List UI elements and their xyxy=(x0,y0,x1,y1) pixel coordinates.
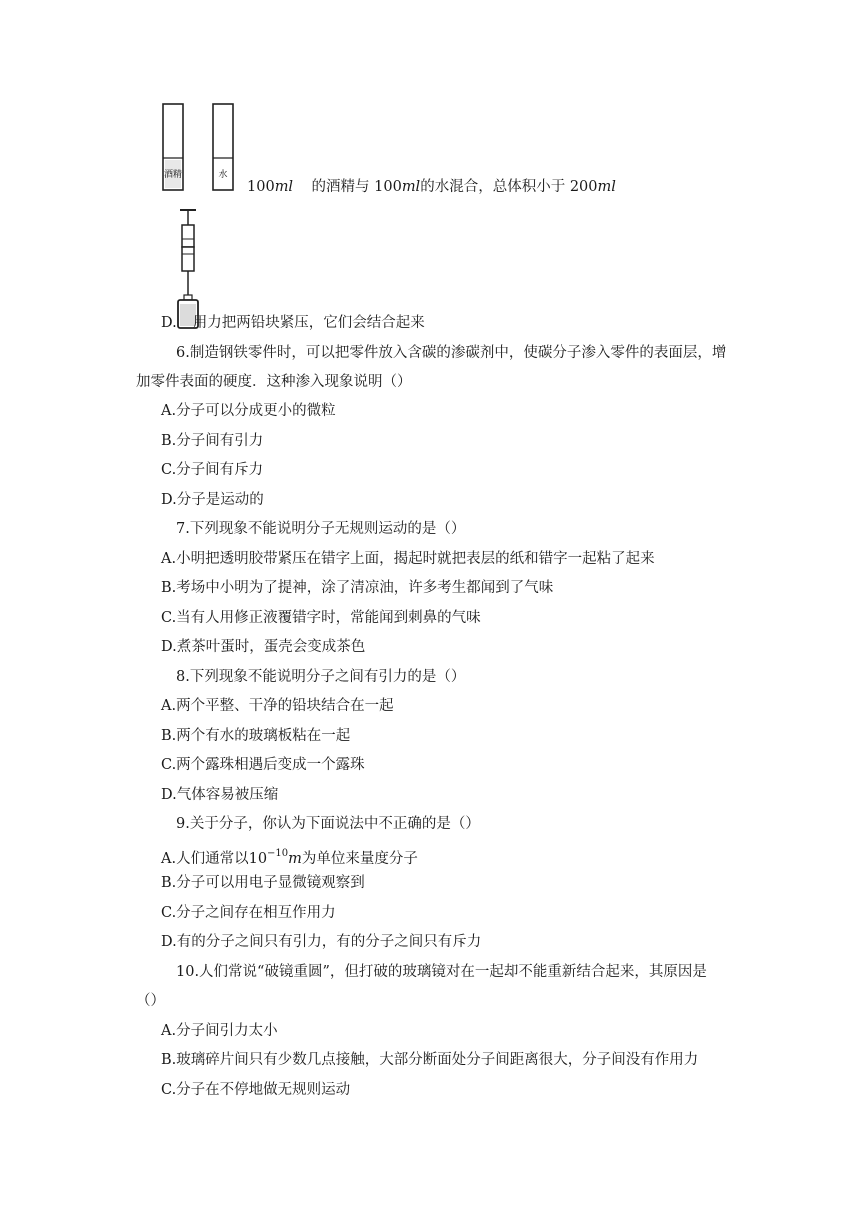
q7-option-b: B.考场中小明为了提神，涂了清凉油，许多考生都闻到了气味 xyxy=(161,580,554,596)
q6-option-d: D.分子是运动的 xyxy=(161,492,264,508)
q7-stem: 7.下列现象不能说明分子无规则运动的是（） xyxy=(176,521,466,537)
q10-stem: 10.人们常说“破镜重圆”，但打破的玻璃镜对在一起却不能重新结合起来，其原因是 xyxy=(176,964,707,980)
water-label: 水 xyxy=(218,170,228,180)
q9-option-a: A.人们通常以$10^{-10}m$为单位来量度分子 xyxy=(161,848,418,867)
q8-stem: 8.下列现象不能说明分子之间有引力的是（） xyxy=(176,669,466,685)
q9-option-c: C.分子之间存在相互作用力 xyxy=(161,905,336,921)
q7-option-d: D.煮茶叶蛋时，蛋壳会变成茶色 xyxy=(161,639,366,655)
q6-option-b: B.分子间有引力 xyxy=(161,433,264,449)
q8-option-a: A.两个平整、干净的铅块结合在一起 xyxy=(161,698,394,714)
q8-option-d: D.气体容易被压缩 xyxy=(161,787,279,803)
q9-option-b: B.分子可以用电子显微镜观察到 xyxy=(161,875,365,891)
alcohol-label: 酒精 xyxy=(163,170,183,180)
q6-option-c: C.分子间有斥力 xyxy=(161,462,264,478)
cylinder-caption: 100ml 的酒精与 100ml的水混合，总体积小于 200ml xyxy=(247,179,616,195)
q9-option-d: D.有的分子之间只有引力，有的分子之间只有斥力 xyxy=(161,934,482,950)
alcohol-cylinder xyxy=(163,104,183,190)
q7-option-a: A.小明把透明胶带紧压在错字上面，揭起时就把表层的纸和错字一起粘了起来 xyxy=(161,551,655,567)
q10-option-c: C.分子在不停地做无规则运动 xyxy=(161,1082,351,1098)
cylinders-figure xyxy=(160,103,242,193)
q10-stem-cont: （） xyxy=(136,993,165,1009)
q6-stem-cont: 加零件表面的硬度．这种渗入现象说明（） xyxy=(136,374,412,390)
q10-option-a: A.分子间引力太小 xyxy=(161,1023,278,1039)
option-d5: D. 用力把两铅块紧压，它们会结合起来 xyxy=(161,315,425,331)
q8-option-b: B.两个有水的玻璃板粘在一起 xyxy=(161,728,351,744)
q8-option-c: C.两个露珠相遇后变成一个露珠 xyxy=(161,757,365,773)
q10-option-b: B.玻璃碎片间只有少数几点接触，大部分断面处分子间距离很大，分子间没有作用力 xyxy=(161,1052,699,1068)
q7-option-c: C.当有人用修正液覆错字时，常能闻到刺鼻的气味 xyxy=(161,610,481,626)
q9-stem: 9.关于分子，你认为下面说法中不正确的是（） xyxy=(176,816,480,832)
q6-option-a: A.分子可以分成更小的微粒 xyxy=(161,403,336,419)
water-cylinder xyxy=(213,104,233,190)
q6-stem: 6.制造钢铁零件时，可以把零件放入含碳的渗碳剂中，使碳分子渗入零件的表面层，增 xyxy=(176,345,727,361)
